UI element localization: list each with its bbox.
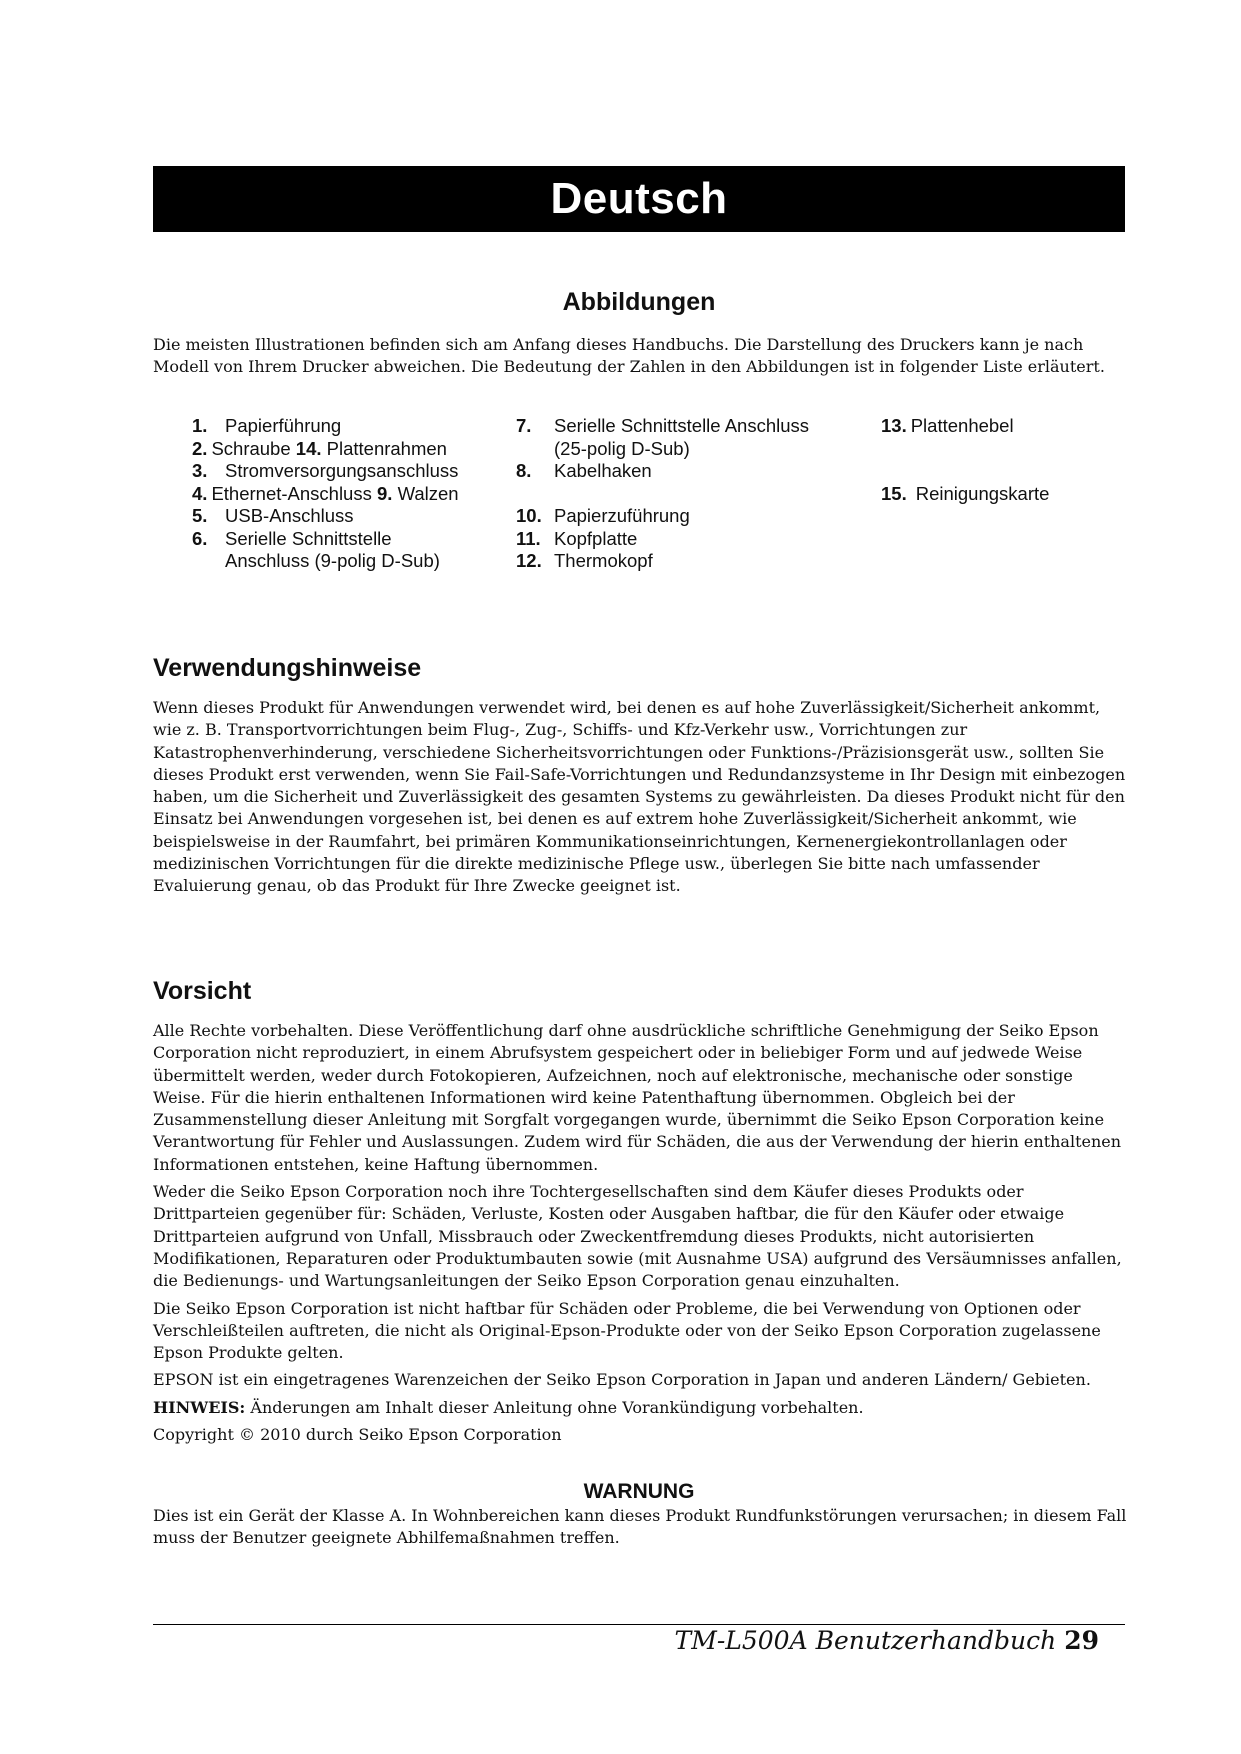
legend-label — [225, 528, 440, 573]
legend-label: Kopfplatte — [554, 527, 638, 549]
legend-item — [192, 505, 459, 528]
manual-title: TM-L500A Benutzerhandbuch — [674, 1626, 1057, 1655]
legend-number: 7. — [516, 415, 532, 436]
hinweis-label: HINWEIS: — [153, 1397, 246, 1417]
vorsicht-paragraph: Alle Rechte vorbehalten. Diese Veröffentlichung darf ohne ausdrückliche schriftliche Genehmigung der Seiko Epson Corporation nicht reproduziert, in einem Abrufsystem gespeichert oder in beliebiger Form und auf jedwede Weise übermittelt werden, weder durch Fotokopieren, Aufzeichnen, noch auf elektronische, mechanische oder sonstige Weise. Für die hierin enthaltenen Informationen wird keine Patenthaftung übernommen. Obgleich bei der Zusammenstellung dieser Anleitung mit Sorgfalt vorgegangen wurde, übernimmt die Seiko Epson Corporation keine Verantwortung für Fehler und Auslassungen. Zudem wird für Schäden, die aus der Verwendung der hierin enthaltenen Informationen entstehen, keine Haftung übernommen. — [153, 1021, 1122, 1174]
legend-item — [516, 460, 809, 483]
legend-label-line: Serielle Schnittstelle Anschluss — [554, 415, 810, 436]
legend-column-2 — [516, 415, 809, 573]
legend-item — [192, 415, 459, 438]
legend-label-line: (25-polig D-Sub) — [554, 437, 690, 459]
verwendungshinweise-heading: Verwendungshinweise — [153, 654, 422, 682]
hinweis-notice — [153, 1397, 1128, 1419]
legend-label: Plattenrahmen — [326, 437, 447, 459]
page-number: 29 — [1064, 1626, 1099, 1655]
legend-item — [881, 483, 1049, 506]
legend-label-line: Serielle Schnittstelle — [225, 527, 392, 549]
legend-item — [881, 415, 1049, 438]
abbildungen-intro: Die meisten Illustrationen befinden sich am Anfang dieses Handbuchs. Die Darstellung des Druckers kann je nach Modell von Ihrem Drucker abweichen. Die Bedeutung der Zahlen in den Abbildungen ist in folgender Liste erläutert. — [153, 335, 1105, 377]
legend-label: Papierführung — [225, 415, 342, 436]
legend-number: 11. — [516, 527, 541, 549]
legend-number: 13. — [881, 415, 907, 436]
legend-number: 8. — [516, 460, 532, 481]
footer-divider — [153, 1624, 1125, 1625]
legend-number: 2. — [192, 437, 208, 459]
legend-item — [516, 505, 809, 528]
legend-number: 9. — [377, 482, 393, 504]
legend-label-line: Anschluss (9-polig D-Sub) — [225, 550, 440, 571]
legend-column-1 — [192, 415, 459, 573]
vorsicht-heading: Vorsicht — [153, 977, 252, 1005]
legend-label: Plattenhebel — [910, 415, 1014, 436]
page-footer — [675, 1626, 1099, 1655]
warnung-heading: WARNUNG — [583, 1480, 695, 1503]
legend-item — [192, 528, 459, 573]
legend-item — [516, 528, 809, 551]
legend-item — [192, 438, 459, 461]
abbildungen-heading: Abbildungen — [562, 288, 716, 316]
legend-label: Papierzuführung — [554, 505, 690, 526]
legend-number: 4. — [192, 482, 208, 504]
legend-label: Walzen — [397, 482, 459, 504]
legend-label — [554, 415, 809, 460]
legend-number: 10. — [516, 505, 542, 526]
hinweis-text: Änderungen am Inhalt dieser Anleitung ohne Vorankündigung vorbehalten. — [245, 1397, 864, 1417]
legend-label: Stromversorgungsanschluss — [225, 460, 459, 481]
legend-number: 3. — [192, 460, 208, 481]
legend-item — [192, 483, 459, 506]
legend-label: Thermokopf — [554, 550, 653, 571]
legend-label: USB-Anschluss — [225, 505, 354, 526]
legend-label: Kabelhaken — [554, 460, 652, 481]
legend-number: 12. — [516, 550, 542, 571]
legend-label: Ethernet-Anschluss — [211, 482, 372, 504]
legend-label: Schraube — [211, 437, 291, 459]
legend-item — [516, 550, 809, 573]
legend-number: 5. — [192, 505, 208, 526]
legend-number: 6. — [192, 527, 208, 549]
legend-number: 14. — [295, 437, 322, 459]
trademark-notice: EPSON ist ein eingetragenes Warenzeichen der Seiko Epson Corporation in Japan und anderen Ländern/ Gebieten. — [153, 1370, 1091, 1390]
warnung-text: Dies ist ein Gerät der Klasse A. In Wohnbereichen kann dieses Produkt Rundfunkstörungen verursachen; in diesem Fall muss der Benutzer geeignete Abhilfemaßnahmen treffen. — [153, 1506, 1127, 1548]
legend-number: 15. — [881, 482, 907, 504]
language-banner: Deutsch — [153, 166, 1125, 232]
legend-label: Reinigungskarte — [915, 482, 1050, 504]
legend-number: 1. — [192, 415, 208, 436]
vorsicht-paragraph: Die Seiko Epson Corporation ist nicht haftbar für Schäden oder Probleme, die bei Verwendung von Optionen oder Verschleißteilen auftreten, die nicht als Original-Epson-Produkte oder von der Seiko Epson Corporation zugelassene Epson Produkte gelten. — [153, 1298, 1101, 1363]
verwendungshinweise-text: Wenn dieses Produkt für Anwendungen verwendet wird, bei denen es auf hohe Zuverlässigkeit/Sicherheit ankommt, wie z. B. Transportvorrichtungen beim Flug-, Zug-, Schiffs- und Kfz-Verkehr usw., Vorrichtungen zur Katastrophenverhinderung, verschiedene Sicherheitsvorrichtungen oder Funktions-/Präzisionsgerät usw., sollten Sie dieses Produkt erst verwenden, wenn Sie Fail-Safe-Vorrichtungen und Redundanzsysteme in Ihr Design mit einbezogen haben, um die Sicherheit und Zuverlässigkeit des gesamten Systems zu gewährleisten. Da dieses Produkt nicht für den Einsatz bei Anwendungen vorgesehen ist, bei denen es auf extrem hohe Zuverlässigkeit/Sicherheit ankommt, wie beispielsweise in der Raumfahrt, bei primären Kommunikationseinrichtungen, Kernenergiekontrollanlagen oder medizinischen Vorrichtungen für die direkte medizinische Pflege usw., überlegen Sie bitte nach umfassender Evaluierung genau, ob das Produkt für Ihre Zwecke geeignet ist. — [153, 698, 1126, 896]
legend-item — [192, 460, 459, 483]
legend-column-3 — [881, 415, 1049, 505]
vorsicht-paragraph: Weder die Seiko Epson Corporation noch ihre Tochtergesellschaften sind dem Käufer dieses Produkts oder Drittparteien gegenüber für: Schäden, Verluste, Kosten oder Ausgaben haftbar, die für den Käufer oder etwaige Drittparteien aufgrund von Unfall, Missbrauch oder Zweckentfremdung dieses Produkts, nicht autorisierten Modifikationen, Reparaturen oder Produktumbauten sowie (mit Ausnahme USA) aufgrund des Versäumnisses anfallen, die Bedienungs- und Wartungsanleitungen der Seiko Epson Corporation genau einzuhalten. — [153, 1182, 1122, 1291]
legend-item — [516, 415, 809, 460]
vorsicht-body — [153, 1020, 1128, 1451]
copyright-notice: Copyright © 2010 durch Seiko Epson Corporation — [153, 1425, 562, 1445]
